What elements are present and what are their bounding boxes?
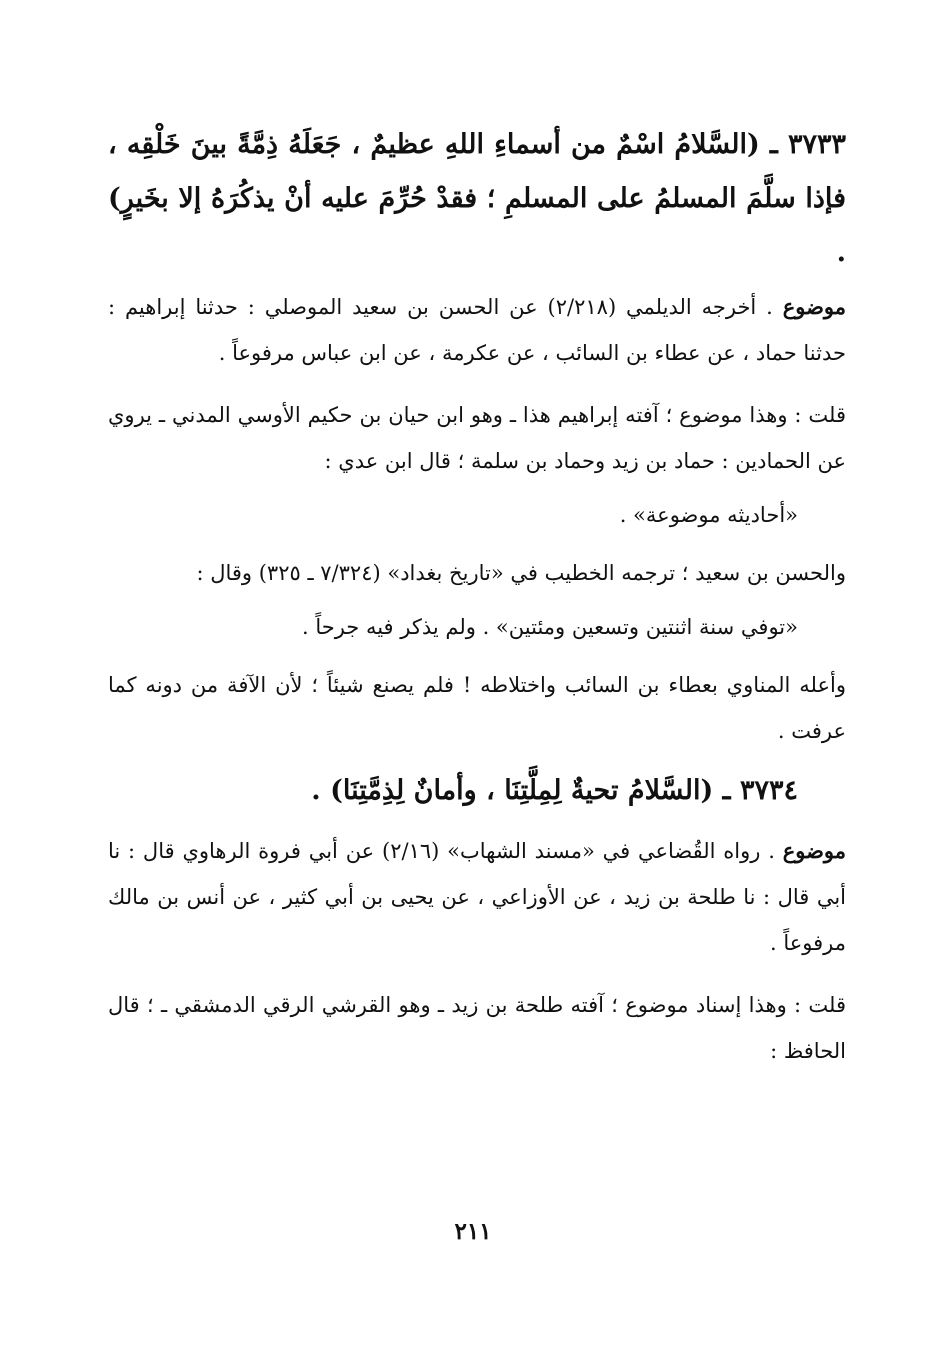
verdict-label: موضوع (782, 838, 846, 863)
hadith-3733: ٣٧٣٣ ـ (السَّلامُ اسْمٌ من أسماءِ اللهِ عظيمٌ ، جَعَلَهُ ذِمَّةً بينَ خَلْقِه ، فإذا سلَّمَ المسلمُ على المسلمِ ؛ فقدْ حُرِّمَ عليه أنْ يذكُرَهُ إلا بخَيرٍ) . (108, 129, 846, 268)
text-column (108, 118, 846, 1082)
comment-paragraph: والحسن بن سعيد ؛ ترجمه الخطيب في «تاريخ بغداد» (٧/٣٢٤ ـ ٣٢٥) وقال : (196, 561, 846, 585)
page-number: ٢١١ (454, 1218, 492, 1245)
hadith-3734: ٣٧٣٤ ـ (السَّلامُ تحيةٌ لِمِلَّتِنَا ، وأمانٌ لِذِمَّتِنَا) . (311, 775, 798, 806)
comment-paragraph: قلت : وهذا إسناد موضوع ؛ آفته طلحة بن زيد ـ وهو القرشي الرقي الدمشقي ـ ؛ قال الحافظ : (108, 993, 846, 1063)
quote-paragraph: «توفي سنة اثنتين وتسعين ومئتين» . ولم يذكر فيه جرحاً . (301, 615, 798, 639)
quote-paragraph: «أحاديثه موضوعة» . (619, 503, 798, 527)
takhrij-text: . أخرجه الديلمي (٢/٢١٨) عن الحسن بن سعيد الموصلي : حدثنا إبراهيم : حدثنا حماد ، عن عطاء بن السائب ، عن عكرمة ، عن ابن عباس مرفوعاً . (108, 295, 846, 365)
takhrij-text: . رواه القُضاعي في «مسند الشهاب» (٢/١٦) عن أبي فروة الرهاوي قال : نا أبي قال : نا طلحة بن زيد ، عن الأوزاعي ، عن يحيى بن أبي كثير ، عن أنس بن مالك مرفوعاً . (108, 839, 846, 955)
takhrij-3733 (108, 284, 846, 376)
comment-paragraph: قلت : وهذا موضوع ؛ آفته إبراهيم هذا ـ وهو ابن حيان بن حكيم الأوسي المدني ـ يروي عن الحمادين : حماد بن زيد وحماد بن سلمة ؛ قال ابن عدي : (108, 403, 846, 473)
verdict-label: موضوع (782, 294, 846, 319)
comment-paragraph: وأعله المناوي بعطاء بن السائب واختلاطه ! فلم يصنع شيئاً ؛ لأن الآفة من دونه كما عرفت . (108, 673, 846, 743)
takhrij-3734 (108, 828, 846, 966)
